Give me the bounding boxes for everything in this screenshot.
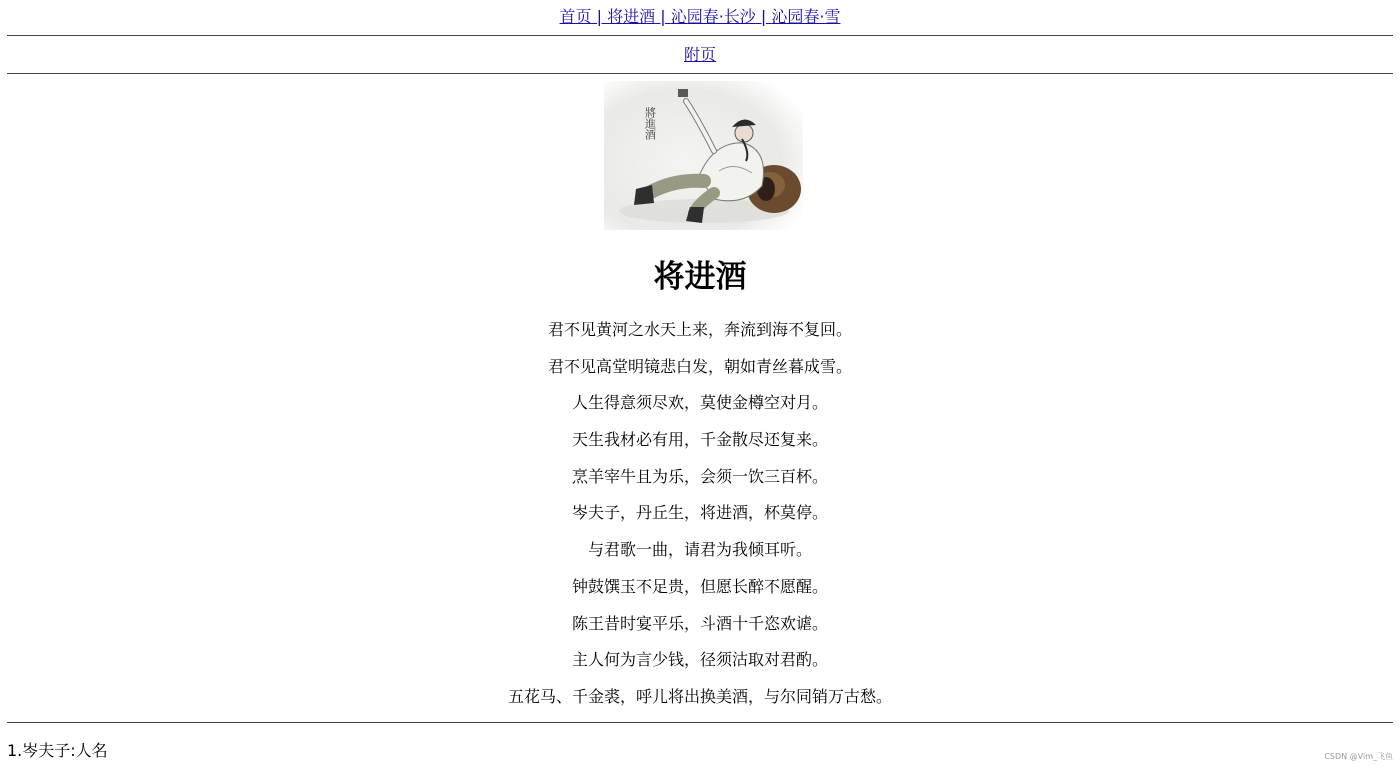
- poet-illustration: [604, 81, 803, 230]
- poem-line: 君不见高堂明镜悲白发，朝如青丝暮成雪。: [547, 356, 852, 376]
- nav-link-appendix[interactable]: 附页: [683, 45, 716, 64]
- divider-sub: [7, 73, 1393, 74]
- poem-line: 五花马、千金裘，呼儿将出换美酒，与尔同销万古愁。: [507, 686, 892, 706]
- nav-link-qiangjinjiu[interactable]: 将进酒: [607, 7, 656, 26]
- poem-line: 人生得意须尽欢，莫使金樽空对月。: [571, 393, 828, 413]
- poem-lines: [0, 318, 1400, 722]
- poem-line: 岑夫子，丹丘生，将进酒，杯莫停。: [571, 503, 828, 523]
- nav-link-home[interactable]: 首页: [559, 7, 592, 26]
- nav-link-qinyuanchun-xue[interactable]: 沁园春·雪: [771, 7, 841, 26]
- watermark: CSDN @Vim_飞鱼: [1324, 752, 1393, 761]
- poem-line: 天生我材必有用，千金散尽还复来。: [571, 430, 828, 450]
- sub-nav: [0, 44, 1400, 66]
- poem-title: 将进酒: [653, 259, 747, 295]
- illustration-calligraphy: 將進酒: [643, 107, 657, 140]
- nav-separator: |: [591, 7, 608, 26]
- poem-line: 与君歌一曲，请君为我倾耳听。: [587, 540, 812, 560]
- poem-line: 主人何为言少钱，径须沽取对君酌。: [571, 650, 828, 670]
- poem-line: 钟鼓馔玉不足贵，但愿长醉不愿醒。: [571, 576, 828, 596]
- poem-line: 烹羊宰牛且为乐，会须一饮三百杯。: [571, 466, 828, 486]
- poem-line: 君不见黄河之水天上来，奔流到海不复回。: [547, 320, 852, 339]
- nav-link-qinyuanchun-changsha[interactable]: 沁园春·长沙: [670, 7, 756, 26]
- top-nav: [0, 6, 1400, 28]
- divider-footnote: [7, 722, 1393, 723]
- nav-separator: |: [655, 7, 671, 26]
- footnote: 1.岑夫子:人名: [7, 741, 108, 760]
- divider-top: [7, 35, 1393, 36]
- poem-line: 陈王昔时宴平乐，斗酒十千恣欢谑。: [571, 613, 828, 633]
- nav-separator: |: [755, 7, 772, 26]
